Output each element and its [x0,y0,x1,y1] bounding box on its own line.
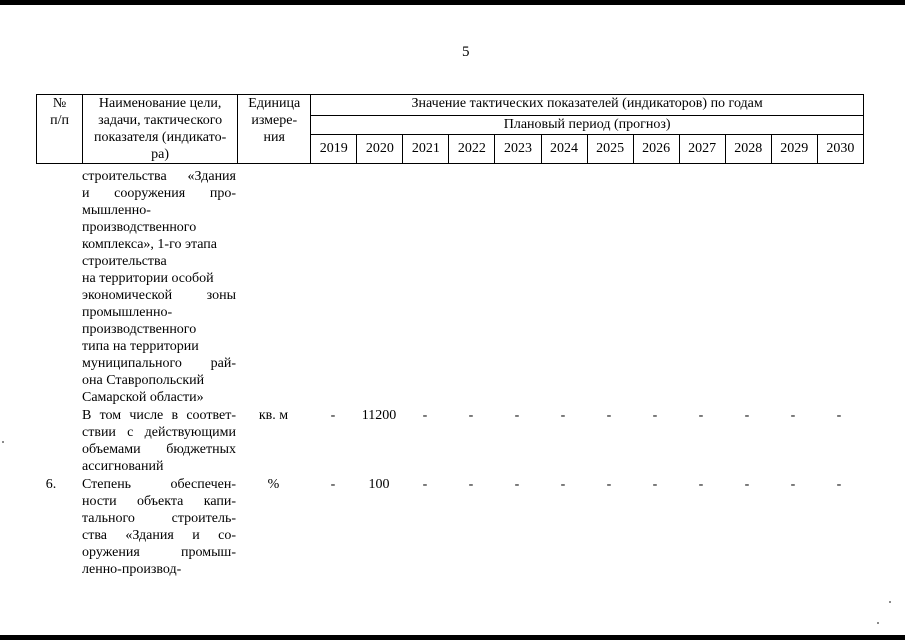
header-subgroup-title: Плановый период (прогноз) [311,115,864,134]
header-col-unit: Единица измере- ния [238,95,311,164]
value-cell: - [652,477,658,492]
value-cell: - [790,477,796,492]
year-header: 2025 [587,134,633,163]
value-cell: - [606,477,612,492]
year-header: 2028 [725,134,771,163]
value-cell: 11200 [361,408,397,423]
scan-speck [889,601,891,603]
scan-top-border [0,0,905,5]
value-cell: - [422,408,428,423]
year-header: 2026 [633,134,679,163]
value-cell: - [468,477,474,492]
unit-cell: % [267,477,280,492]
value-cell: - [330,477,336,492]
year-header: 2022 [449,134,495,163]
year-header: 2023 [495,134,541,163]
header-col-name: Наименование цели, задачи, тактического показателя (индикато- ра) [83,95,238,164]
value-cell: - [836,408,842,423]
page-number: 5 [462,44,470,60]
value-cell: - [698,477,704,492]
row-number: 6. [45,477,57,492]
header-group-title: Значение тактических показателей (индикаторов) по годам [311,95,864,116]
scan-speck [877,622,879,624]
year-header: 2020 [357,134,403,163]
unit-cell: кв. м [258,408,289,423]
year-header: 2030 [817,134,863,163]
value-cell: - [652,408,658,423]
year-header: 2019 [311,134,357,163]
scan-bottom-border [0,635,905,640]
value-cell: - [790,408,796,423]
value-cell: - [836,477,842,492]
year-header: 2024 [541,134,587,163]
year-header: 2021 [403,134,449,163]
year-header: 2027 [679,134,725,163]
value-cell: - [744,408,750,423]
value-cell: - [560,477,566,492]
year-header: 2029 [771,134,817,163]
scan-speck [2,441,4,443]
value-cell: - [744,477,750,492]
indicators-table-header [36,94,864,164]
value-cell: - [422,477,428,492]
value-cell: - [514,408,520,423]
header-col-number: № п/п [37,95,83,164]
value-cell: - [698,408,704,423]
value-cell: - [514,477,520,492]
value-cell: - [330,408,336,423]
value-cell: - [468,408,474,423]
value-cell: 100 [368,477,390,492]
value-cell: - [560,408,566,423]
value-cell: - [606,408,612,423]
